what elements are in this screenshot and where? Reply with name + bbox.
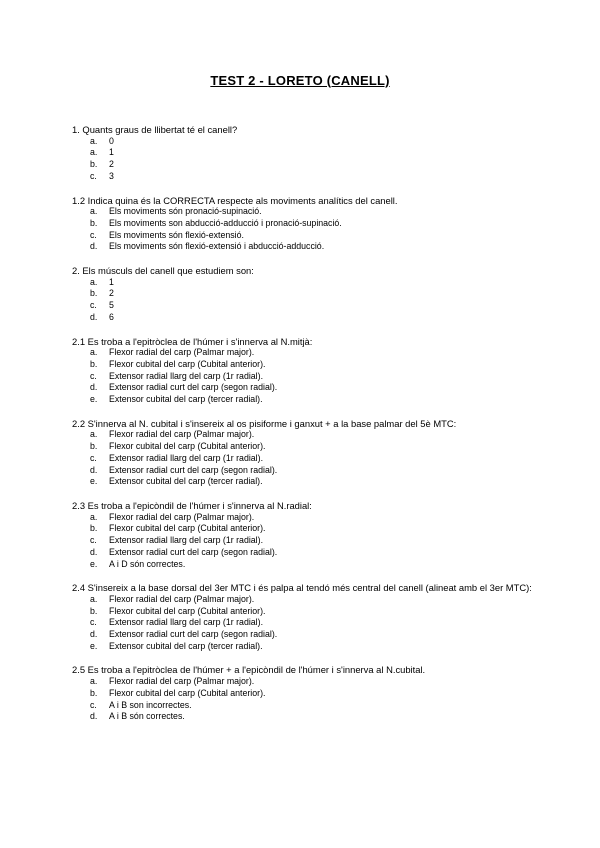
option-text: Flexor cubital del carp (Cubital anterior).	[109, 605, 266, 616]
question-text: 2.5 Es troba a l'epitròclea de l'húmer + a l'epicòndil de l'húmer i s'innerva al N.cubital.	[72, 664, 426, 676]
option-text: Extensor radial llarg del carp (1r radial).	[109, 617, 264, 628]
option-text: 2	[109, 288, 114, 299]
option-item	[90, 359, 542, 371]
option-letter: d.	[90, 546, 98, 557]
option-item	[90, 300, 542, 312]
option-text: Flexor cubital del carp (Cubital anterior).	[109, 687, 266, 698]
option-item	[90, 441, 542, 453]
option-letter: a.	[90, 206, 98, 217]
option-item	[90, 218, 542, 230]
option-letter: b.	[90, 217, 98, 228]
question-block	[72, 582, 542, 652]
option-list	[72, 347, 542, 406]
option-item	[90, 676, 542, 688]
option-item	[90, 559, 542, 571]
option-letter: e.	[90, 558, 98, 569]
option-text: Extensor radial llarg del carp (1r radial).	[109, 370, 264, 381]
option-letter: b.	[90, 687, 98, 698]
question-block	[72, 418, 542, 488]
option-item	[90, 688, 542, 700]
option-letter: a.	[90, 347, 98, 358]
option-letter: c.	[90, 535, 97, 546]
option-item	[90, 629, 542, 641]
option-letter: c.	[90, 452, 97, 463]
option-text: Flexor radial del carp (Palmar major).	[109, 676, 255, 687]
option-item	[90, 617, 542, 629]
option-letter: b.	[90, 288, 98, 299]
option-text: Els moviments són pronació-supinació.	[109, 206, 262, 217]
question-block	[72, 336, 542, 406]
option-item	[90, 371, 542, 383]
option-text: Flexor cubital del carp (Cubital anterior).	[109, 358, 266, 369]
option-letter: a.	[90, 276, 98, 287]
option-letter: c.	[90, 229, 97, 240]
option-text: A i D són correctes.	[109, 558, 186, 569]
option-list	[72, 676, 542, 723]
option-text: Flexor radial del carp (Palmar major).	[109, 429, 255, 440]
option-item	[90, 230, 542, 242]
option-text: 1	[109, 147, 114, 158]
option-item	[90, 476, 542, 488]
option-text: Extensor cubital del carp (tercer radial).	[109, 476, 263, 487]
option-text: 2	[109, 159, 114, 170]
option-letter: a.	[90, 676, 98, 687]
option-item	[90, 535, 542, 547]
question-text: 2.2 S'innerva al N. cubital i s'insereix al os pisiforme i ganxut + a la base palmar del 5è MTC:	[72, 417, 457, 429]
option-letter: b.	[90, 358, 98, 369]
option-letter: c.	[90, 370, 97, 381]
option-item	[90, 606, 542, 618]
option-text: Flexor radial del carp (Palmar major).	[109, 511, 255, 522]
option-letter: b.	[90, 441, 98, 452]
option-letter: c.	[90, 300, 97, 311]
option-text: Els moviments són flexió-extensió i abducció-adducció.	[109, 241, 325, 252]
option-list	[72, 512, 542, 571]
option-item	[90, 159, 542, 171]
option-item	[90, 312, 542, 324]
option-letter: a.	[90, 147, 98, 158]
question-block	[72, 265, 542, 324]
option-list	[72, 429, 542, 488]
question-block	[72, 664, 542, 723]
option-item	[90, 700, 542, 712]
option-item	[90, 594, 542, 606]
option-text: Extensor radial llarg del carp (1r radial).	[109, 452, 264, 463]
question-text: 2.3 Es troba a l'epicòndil de l'húmer i s'innerva al N.radial:	[72, 499, 312, 511]
option-item	[90, 512, 542, 524]
option-text: Flexor cubital del carp (Cubital anterior).	[109, 441, 266, 452]
option-item	[90, 147, 542, 159]
option-text: A i B son incorrectes.	[109, 699, 192, 710]
option-item	[90, 277, 542, 289]
question-block	[72, 124, 542, 183]
option-item	[90, 547, 542, 559]
option-letter: d.	[90, 629, 98, 640]
option-item	[90, 453, 542, 465]
option-text: 3	[109, 170, 114, 181]
option-letter: b.	[90, 159, 98, 170]
question-text: 1. Quants graus de llibertat té el canell?	[72, 124, 238, 135]
option-text: 0	[109, 135, 114, 146]
option-letter: a.	[90, 511, 98, 522]
question-list	[72, 124, 542, 735]
option-letter: d.	[90, 311, 98, 322]
option-letter: e.	[90, 640, 98, 651]
question-block	[72, 195, 542, 254]
option-text: Flexor radial del carp (Palmar major).	[109, 347, 255, 358]
option-text: Flexor cubital del carp (Cubital anterior).	[109, 523, 266, 534]
option-letter: b.	[90, 523, 98, 534]
option-item	[90, 394, 542, 406]
option-letter: a.	[90, 429, 98, 440]
option-item	[90, 241, 542, 253]
option-letter: e.	[90, 394, 98, 405]
page-title: TEST 2 - LORETO (CANELL)	[210, 73, 390, 88]
question-text: 1.2 Indica quina és la CORRECTA respecte als moviments analítics del canell.	[72, 194, 398, 206]
question-text: 2. Els músculs del canell que estudiem son:	[72, 265, 254, 277]
option-text: Extensor cubital del carp (tercer radial).	[109, 640, 263, 651]
option-item	[90, 347, 542, 359]
option-letter: c.	[90, 617, 97, 628]
option-text: Els moviments són flexió-extensió.	[109, 229, 244, 240]
option-list	[72, 206, 542, 253]
question-block	[72, 500, 542, 570]
option-letter: d.	[90, 464, 98, 475]
option-text: A i B són correctes.	[109, 711, 185, 722]
question-text: 2.1 Es troba a l'epitròclea de l'húmer i s'innerva al N.mitjà:	[72, 335, 313, 347]
option-item	[90, 382, 542, 394]
option-text: 5	[109, 300, 114, 311]
option-list	[72, 594, 542, 653]
option-item	[90, 429, 542, 441]
option-text: Extensor radial curt del carp (segon radial).	[109, 382, 278, 393]
option-letter: d.	[90, 711, 98, 722]
option-letter: c.	[90, 699, 97, 710]
option-text: 6	[109, 311, 114, 322]
option-item	[90, 641, 542, 653]
option-letter: d.	[90, 382, 98, 393]
option-list	[72, 277, 542, 324]
option-text: Extensor radial curt del carp (segon radial).	[109, 546, 278, 557]
option-item	[90, 465, 542, 477]
option-item	[90, 523, 542, 535]
option-text: Els moviments son abducció-adducció i pronació-supinació.	[109, 217, 342, 228]
option-letter: b.	[90, 605, 98, 616]
option-letter: c.	[90, 170, 97, 181]
option-letter: a.	[90, 593, 98, 604]
option-letter: a.	[90, 135, 98, 146]
option-item	[90, 288, 542, 300]
option-text: Extensor cubital del carp (tercer radial).	[109, 394, 263, 405]
option-text: 1	[109, 276, 114, 287]
option-text: Extensor radial curt del carp (segon radial).	[109, 629, 278, 640]
option-text: Flexor radial del carp (Palmar major).	[109, 593, 255, 604]
option-item	[90, 171, 542, 183]
option-text: Extensor radial llarg del carp (1r radial).	[109, 535, 264, 546]
option-list	[72, 136, 542, 183]
option-letter: d.	[90, 241, 98, 252]
option-item	[90, 711, 542, 723]
option-text: Extensor radial curt del carp (segon radial).	[109, 464, 278, 475]
option-letter: e.	[90, 476, 98, 487]
question-text: 2.4 S'insereix a la base dorsal del 3er MTC i és palpa al tendó més central del canell (alineat amb el 3er MTC):	[72, 582, 532, 594]
option-item	[90, 136, 542, 148]
option-item	[90, 206, 542, 218]
